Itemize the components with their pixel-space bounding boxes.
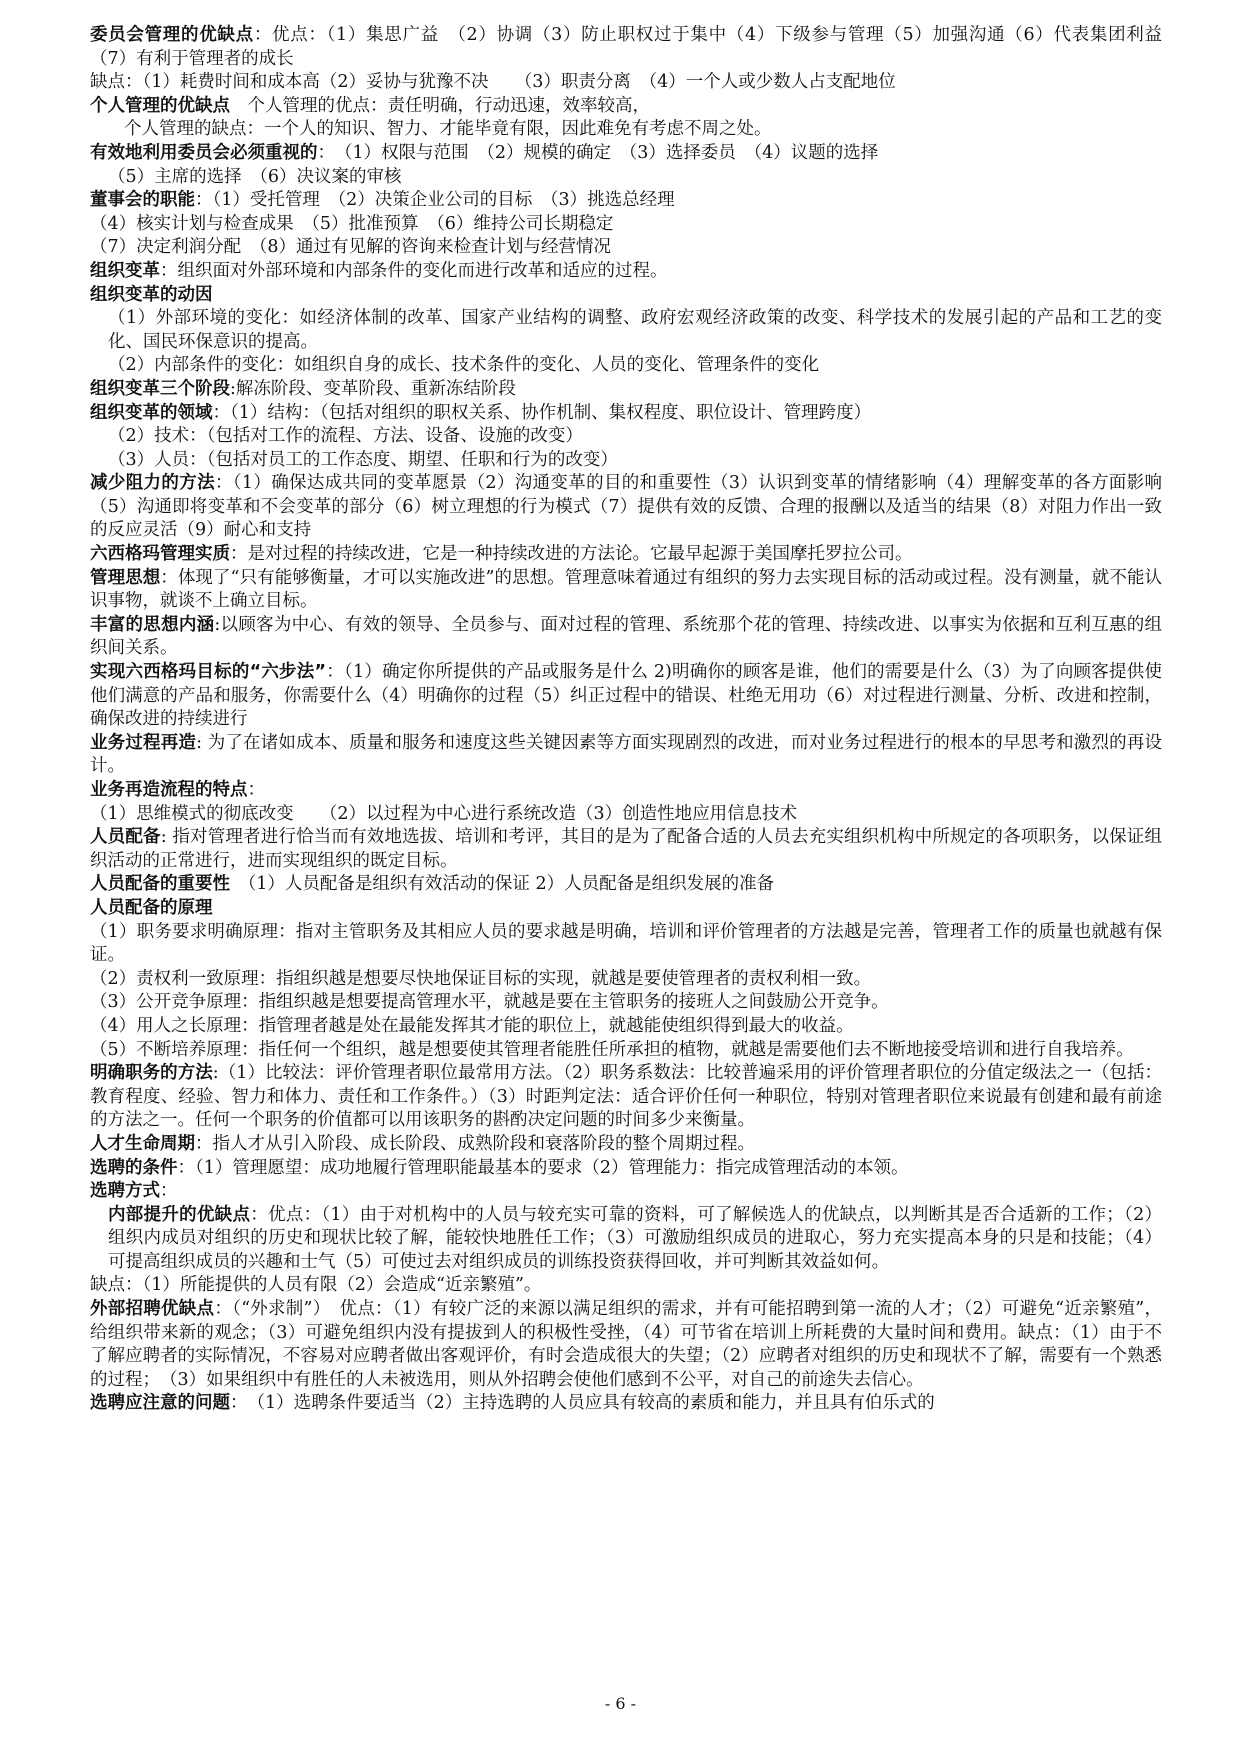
paragraph-text: ：（1）受托管理 （2）决策企业公司的目标 （3）挑选总经理: [195, 190, 675, 211]
paragraph: [90, 1133, 1162, 1157]
paragraph-text: ： （1）选聘条件要适当（2）主持选聘的人员应具有较高的素质和能力，并且具有伯乐式的: [230, 1393, 935, 1414]
paragraph-text: :（1）比较法：评价管理者职位最常用方法。（2）职务系数法：比较普遍采用的评价管理者职位的分值定级法之一（包括：教育程度、经验、智力和体力、责任和工作条件。）（3）时距判定法：适合评价任何一种职位，特别对管理者职位来说最有创建和最有前途的方法之一。任何一个职务的价值都可以用该职务的斟酌决定问题的时间多少来衡量。: [90, 1063, 1162, 1131]
document-body: [90, 24, 1180, 1416]
paragraph-text: （1）职务要求明确原理：指对主管职务及其相应人员的要求越是明确，培训和评价管理者的方法越是完善，管理者工作的质量也就越有保证。: [90, 921, 1162, 966]
paragraph: [90, 1392, 1162, 1416]
paragraph-text: 缺点：（1）所能提供的人员有限（2）会造成“近亲繁殖”。: [90, 1275, 542, 1296]
paragraph-heading: 业务再造流程的特点: [90, 780, 248, 800]
paragraph-text: （7）决定利润分配 （8）通过有见解的咨询来检查计划与经营情况: [90, 237, 612, 258]
paragraph: [90, 1180, 1162, 1204]
paragraph-text: : 指对管理者进行恰当而有效地选拔、培训和考评，其目的是为了配备合适的人员去充实组织机构中所规定的各项职务，以保证组织活动的正常进行，进而实现组织的既定目标。: [90, 827, 1162, 871]
paragraph: [90, 1298, 1162, 1392]
paragraph: [90, 166, 1162, 190]
paragraph: [90, 1015, 1162, 1039]
paragraph-text: （4）用人之长原理：指管理者越是处在最能发挥其才能的职位上，就越能使组织得到最大的收益。: [90, 1015, 854, 1036]
paragraph-heading: 减少阻力的方法: [90, 473, 215, 494]
paragraph-heading: 丰富的思想内涵: [90, 614, 215, 635]
paragraph-text: （2）技术：（包括对工作的流程、方法、设备、设施的改变）: [108, 426, 583, 447]
paragraph-heading: 内部提升的优缺点: [108, 1204, 251, 1225]
paragraph-text: （2）内部条件的变化：如组织自身的成长、技术条件的变化、人员的变化、管理条件的变化: [108, 355, 820, 376]
paragraph: [90, 1157, 1162, 1181]
paragraph-text: : 为了在诸如成本、质量和服务和速度这些关键因素等方面实现剧烈的改进，而对业务过程进行的根本的早思考和激烈的再设计。: [90, 732, 1162, 777]
paragraph-heading: 组织变革: [90, 260, 160, 281]
paragraph: [90, 661, 1162, 732]
paragraph-heading: 人员配备的重要性: [90, 874, 230, 895]
paragraph: [90, 260, 1162, 284]
paragraph-text: :以顾客为中心、有效的领导、全员参与、面对过程的管理、系统那个花的管理、持续改进、以事实为依据和互利互惠的组织间关系。: [90, 614, 1162, 659]
paragraph: [90, 307, 1162, 354]
paragraph-heading: 组织变革三个阶段: [90, 378, 230, 399]
paragraph-heading: 实现六西格玛目标的“六步法”: [90, 662, 327, 683]
paragraph-text: ：（1）管理愿望：成功地履行管理职能最基本的要求（2）管理能力：指完成管理活动的本领。: [177, 1157, 909, 1178]
paragraph-heading: 业务过程再造: [90, 732, 197, 753]
paragraph-heading: 管理思想: [90, 567, 161, 588]
paragraph: [90, 95, 1162, 119]
paragraph: [90, 213, 1162, 237]
paragraph-text: ：（“外求制”） 优点：（1）有较广泛的来源以满足组织的需求，并有可能招聘到第一流的人才；（2）可避免“近亲繁殖”，给组织带来新的观念；（3）可避免组织内没有提拔到人的积极性受挫，（4）可节省在培训上所耗费的大量时间和费用。缺点：（1）由于不了解应聘者的实际情况，不容易对应聘者做出客观评价，有时会造成很大的失望；（2）应聘者对组织的历史和现状不了解，需要有一个熟悉的过程； （3）如果组织中有胜任的人未被选用，则从外招聘会使他们感到不公平，对自己的前途失去信心。: [90, 1299, 1163, 1390]
paragraph-text: （2）责权利一致原理：指组织越是想要尽快地保证目标的实现，就越是要使管理者的责权利相一致。: [90, 968, 872, 989]
paragraph: [90, 873, 1162, 897]
paragraph-heading: 董事会的职能: [90, 190, 195, 211]
paragraph-text: 个人管理的缺点：一个人的知识、智力、才能毕竟有限，因此难免有考虑不周之处。: [124, 119, 772, 140]
paragraph: [90, 921, 1162, 968]
paragraph: [90, 354, 1162, 378]
paragraph-heading: 组织变革的动因: [90, 284, 213, 305]
paragraph-text: ：指人才从引入阶段、成长阶段、成熟阶段和衰落阶段的整个周期过程。: [195, 1133, 755, 1154]
paragraph: [90, 968, 1162, 992]
paragraph-heading: 明确职务的方法: [90, 1063, 213, 1084]
paragraph-text: （1）人员配备是组织有效活动的保证 2）人员配备是组织发展的准备: [230, 874, 775, 895]
paragraph: [90, 1062, 1162, 1133]
paragraph-heading: 六西格玛管理实质: [90, 544, 230, 565]
paragraph: [90, 732, 1162, 779]
paragraph-text: （1）外部环境的变化：如经济体制的改革、国家产业结构的调整、政府宏观经济政策的改变、科学技术的发展引起的产品和工艺的变化、国民环保意识的提高。: [108, 308, 1162, 352]
paragraph-text: ：组织面对外部环境和内部条件的变化而进行改革和适应的过程。: [160, 260, 668, 281]
paragraph: [90, 567, 1162, 614]
paragraph: [90, 24, 1180, 71]
paragraph-text: ：优点：（1）集思广益 （2）协调（3）防止职权过于集中（4）下级参与管理（5）加强沟通（6）代表集团利益 （7）有利于管理者的成长: [90, 25, 1180, 69]
paragraph-text: （5）不断培养原理：指任何一个组织，越是想要使其管理者能胜任所承担的植物，就越是需要他们去不断地接受培训和进行自我培养。: [90, 1039, 1134, 1060]
paragraph: [90, 1204, 1162, 1275]
paragraph-text: ：（1）确保达成共同的变革愿景（2）沟通变革的目的和重要性（3）认识到变革的情绪影响（4）理解变革的各方面影响（5）沟通即将变革和不会变革的部分（6）树立理想的行为模式（7）提供有效的反馈、合理的报酬以及适当的结果（8）对阻力作出一致的反应灵活（9）耐心和支持: [90, 473, 1162, 541]
paragraph: [90, 803, 1162, 827]
paragraph-heading: 人员配备的原理: [90, 897, 213, 918]
paragraph: [90, 826, 1162, 873]
paragraph-text: （4）核实计划与检查成果 （5）批准预算 （6）维持公司长期稳定: [90, 213, 614, 234]
paragraph: [90, 1274, 1162, 1298]
paragraph-heading: 选聘方式: [90, 1181, 160, 1202]
paragraph-heading: 组织变革的领域: [90, 402, 213, 423]
paragraph: [90, 1039, 1162, 1063]
paragraph-text: （3）人员：（包括对员工的工作态度、期望、任职和行为的改变）: [108, 449, 618, 470]
paragraph-text: ：体现了“只有能够衡量，才可以实施改进”的思想。管理意味着通过有组织的努力去实现目标的活动或过程。没有测量，就不能认识事物，就谈不上确立目标。: [90, 567, 1163, 612]
paragraph: [90, 189, 1162, 213]
paragraph-text: :解冻阶段、变革阶段、重新冻结阶段: [230, 378, 516, 399]
paragraph: [90, 378, 1162, 402]
paragraph-text: 个人管理的优点：责任明确，行动迅速，效率较高，: [230, 95, 650, 116]
paragraph-heading: 选聘的条件: [90, 1157, 178, 1178]
paragraph-text: ：优点：（1）由于对机构中的人员与较充实可靠的资料，可了解候选人的优缺点，以判断其是否合适新的工作；（2）组织内成员对组织的历史和现状比较了解，能较快地胜任工作；（3）可激励组织成员的进取心，努力充实提高本身的只是和技能；（4）可提高组织成员的兴趣和士气（5）可使过去对组织成员的训练投资获得回收，并可判断其效益如何。: [108, 1204, 1163, 1272]
paragraph-text: 缺点：（1）耗费时间和成本高（2）妥协与犹豫不决 （3）职责分离 （4）一个人或少数人占支配地位: [90, 72, 896, 93]
paragraph: [90, 142, 1162, 166]
paragraph: [90, 284, 1162, 308]
paragraph-text: ：（1）结构：（包括对组织的职权关系、协作机制、集权程度、职位设计、管理跨度）: [212, 402, 872, 423]
paragraph-text: ：: [160, 1181, 178, 1202]
paragraph-text: ：（1）确定你所提供的产品或服务是什么 2)明确你的顾客是谁，他们的需要是什么（3）为了向顾客提供使他们满意的产品和服务，你需要什么（4）明确你的过程（5）纠正过程中的错误、杜绝无用功（6）对过程进行测量、分析、改进和控制，确保改进的持续进行: [90, 662, 1162, 730]
paragraph-heading: 人才生命周期: [90, 1133, 195, 1154]
paragraph-heading: 选聘应注意的问题: [90, 1393, 230, 1414]
paragraph-text: ：是对过程的持续改进，它是一种持续改进的方法论。它最早起源于美国摩托罗拉公司。: [230, 544, 913, 565]
paragraph-text: （3）公开竞争原理：指组织越是想要提高管理水平，就越是要在主管职务的接班人之间鼓励公开竞争。: [90, 992, 889, 1013]
paragraph-heading: 个人管理的优缺点: [90, 95, 230, 116]
paragraph: [90, 991, 1162, 1015]
paragraph: [90, 71, 1162, 95]
paragraph-text: （5）主席的选择 （6）决议案的审核: [108, 166, 402, 187]
paragraph: [90, 614, 1162, 661]
paragraph: [90, 449, 1162, 473]
paragraph: [90, 543, 1162, 567]
paragraph: [90, 425, 1162, 449]
paragraph-heading: 外部招聘优缺点: [90, 1299, 215, 1320]
paragraph: [90, 118, 1162, 142]
paragraph: [90, 472, 1162, 543]
paragraph-heading: 有效地利用委员会必须重视的: [90, 142, 318, 163]
paragraph-text: （1）思维模式的彻底改变 （2）以过程为中心进行系统改造（3）创造性地应用信息技术: [90, 803, 798, 824]
paragraph: [90, 402, 1162, 426]
paragraph-heading: 委员会管理的优缺点: [90, 25, 254, 45]
paragraph-text: ： （1）权限与范围 （2）规模的确定 （3）选择委员 （4）议题的选择: [317, 142, 879, 163]
paragraph: [90, 236, 1162, 260]
paragraph-text: ：: [247, 780, 265, 800]
paragraph: [90, 779, 1162, 803]
page-number: - 6 -: [604, 1694, 637, 1713]
paragraph-heading: 人员配备: [90, 827, 161, 848]
paragraph: [90, 897, 1162, 921]
